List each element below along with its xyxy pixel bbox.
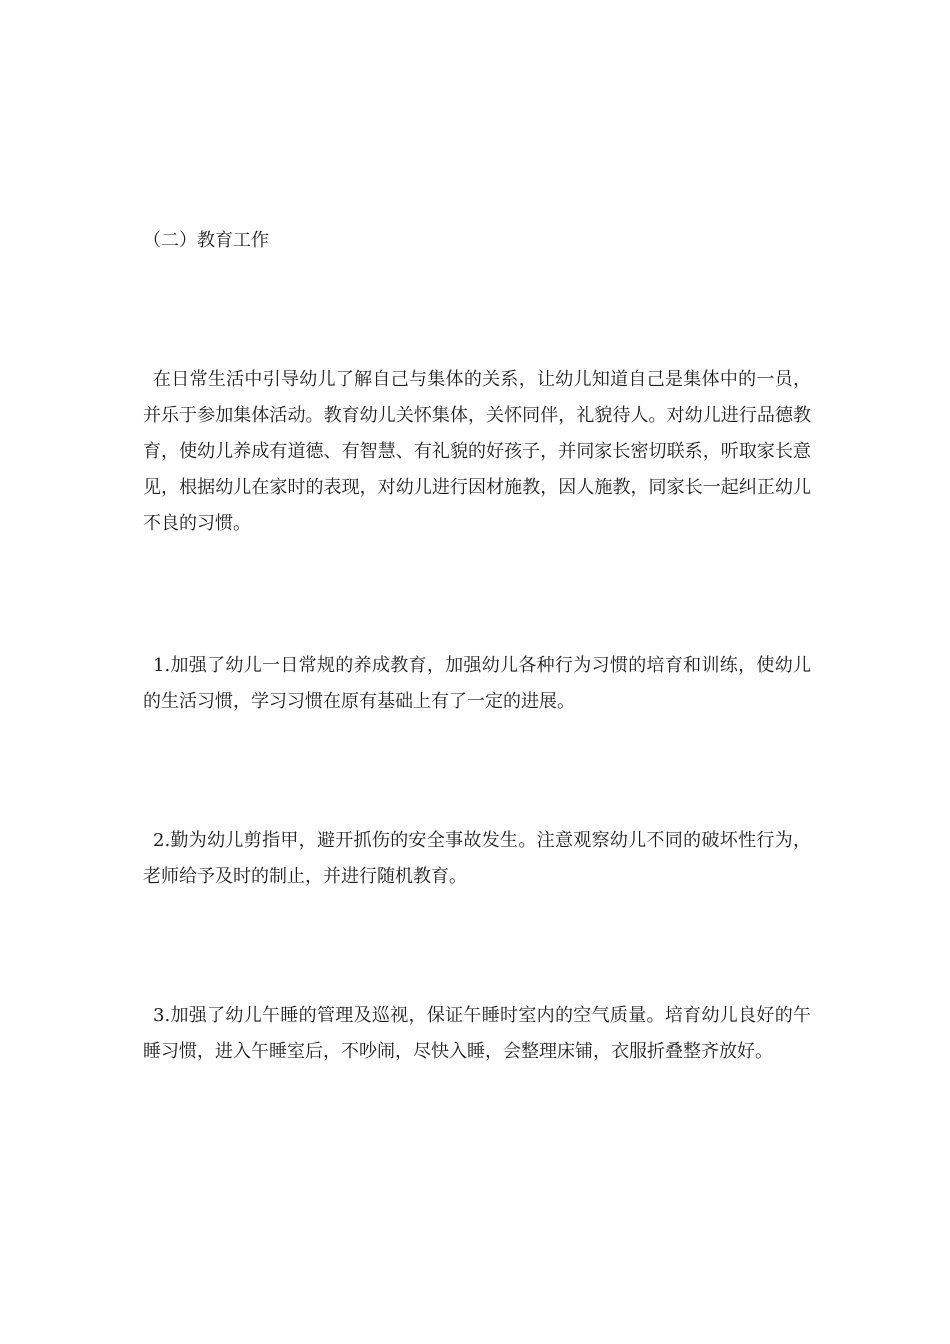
- paragraph-item-3: 3.加强了幼儿午睡的管理及巡视，保证午睡时室内的空气质量。培育幼儿良好的午睡习惯，进入午睡室后，不吵闹，尽快入睡，会整理床铺，衣服折叠整齐放好。: [143, 1005, 811, 1062]
- paragraph-item-1: 1.加强了幼儿一日常规的养成教育，加强幼儿各种行为习惯的培育和训练，使幼儿的生活习惯，学习习惯在原有基础上有了一定的进展。: [143, 655, 811, 712]
- section-heading: （二）教育工作: [143, 230, 269, 251]
- paragraph-item-2: 2.勤为幼儿剪指甲，避开抓伤的安全事故发生。注意观察幼儿不同的破坏性行为，老师给予及时的制止，并进行随机教育。: [143, 830, 811, 887]
- paragraph-intro: 在日常生活中引导幼儿了解自己与集体的关系，让幼儿知道自己是集体中的一员，并乐于参加集体活动。教育幼儿关怀集体，关怀同伴，礼貌待人。对幼儿进行品德教育，使幼儿养成有道德、有智慧、有礼貌的好孩子，并同家长密切联系，听取家长意见，根据幼儿在家时的表现，对幼儿进行因材施教，因人施教，同家长一起纠正幼儿不良的习惯。: [143, 369, 811, 534]
